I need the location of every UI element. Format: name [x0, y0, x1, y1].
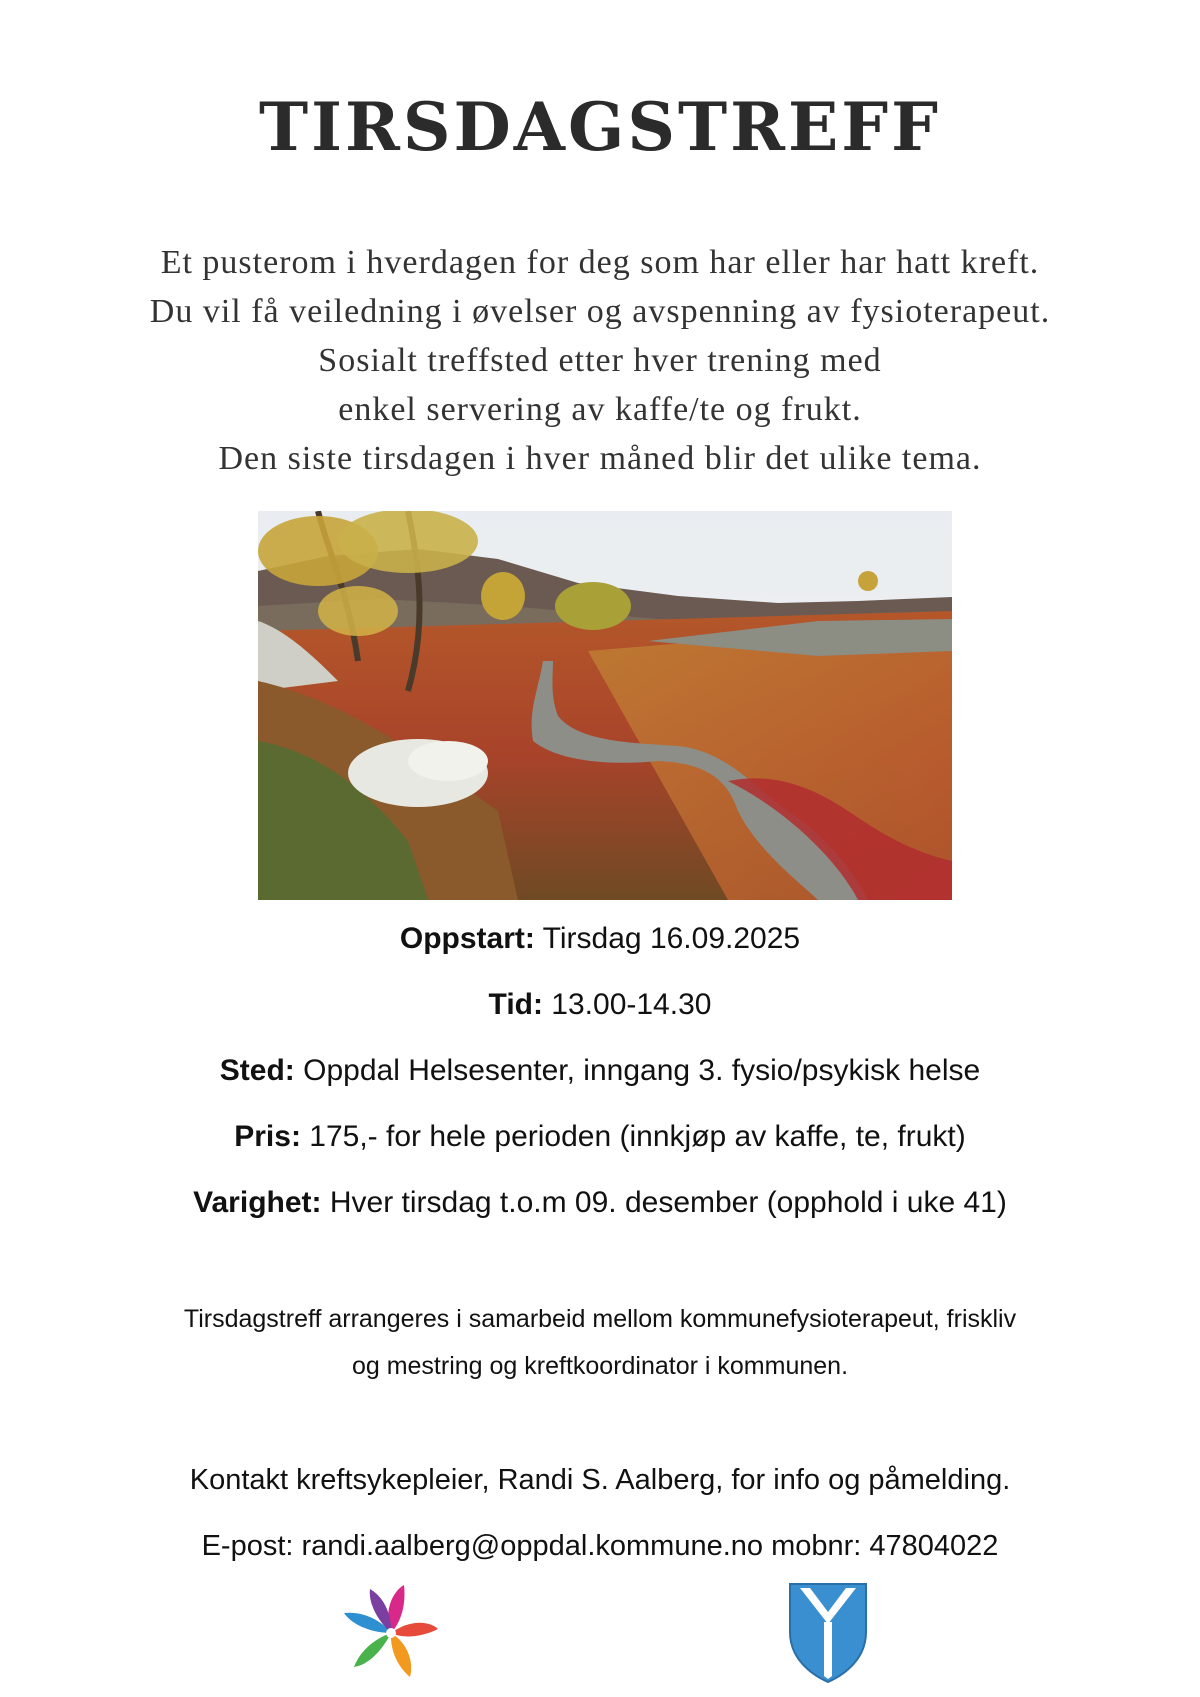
- detail-row-tid: [0, 982, 1200, 1048]
- poster-title: TIRSDAGSTREFF: [259, 88, 941, 166]
- detail-label: Oppstart:: [399, 922, 535, 955]
- pinwheel-flower-logo-icon: [338, 1581, 444, 1685]
- detail-value: 175,- for hele perioden (innkjøp av kaffe, te, frukt): [300, 1120, 966, 1153]
- note-line: og mestring og kreftkoordinator i kommunen.: [351, 1352, 849, 1380]
- contact-email-line: E-post: randi.aalberg@oppdal.kommune.no mobnr: 47804022: [201, 1530, 999, 1562]
- detail-value: Oppdal Helsesenter, inngang 3. fysio/psykisk helse: [294, 1054, 981, 1087]
- detail-value: 13.00-14.30: [542, 988, 712, 1021]
- municipality-shield-icon: [786, 1580, 870, 1684]
- intro-line: enkel servering av kaffe/te og frukt.: [338, 391, 862, 428]
- contact-info: [0, 1457, 1200, 1589]
- intro-line: Et pusterom i hverdagen for deg som har eller har hatt kreft.: [160, 244, 1040, 281]
- intro-line: Du vil få veiledning i øvelser og avspenning av fysioterapeut.: [149, 293, 1051, 330]
- detail-value: Hver tirsdag t.o.m 09. desember (opphold i uke 41): [321, 1186, 1007, 1219]
- contact-line: Kontakt kreftsykepleier, Randi S. Aalberg, for info og påmelding.: [189, 1464, 1011, 1496]
- detail-row-sted: [0, 1048, 1200, 1114]
- event-details: [0, 916, 1200, 1246]
- detail-label: Tid:: [488, 988, 543, 1021]
- detail-label: Pris:: [234, 1120, 301, 1153]
- intro-line: Den siste tirsdagen i hver måned blir det ulike tema.: [218, 440, 982, 477]
- detail-row-varighet: [0, 1180, 1200, 1246]
- intro-line: Sosialt treffsted etter hver trening med: [318, 342, 882, 379]
- detail-row-oppstart: [0, 916, 1200, 982]
- detail-row-pris: [0, 1114, 1200, 1180]
- collaboration-note: [0, 1296, 1200, 1390]
- note-line: Tirsdagstreff arrangeres i samarbeid mellom kommunefysioterapeut, friskliv: [183, 1305, 1017, 1333]
- autumn-mountain-photo: [258, 511, 952, 900]
- detail-value: Tirsdag 16.09.2025: [534, 922, 801, 955]
- detail-label: Sted:: [219, 1054, 295, 1087]
- intro-text: [40, 238, 1160, 483]
- detail-label: Varighet:: [193, 1186, 322, 1219]
